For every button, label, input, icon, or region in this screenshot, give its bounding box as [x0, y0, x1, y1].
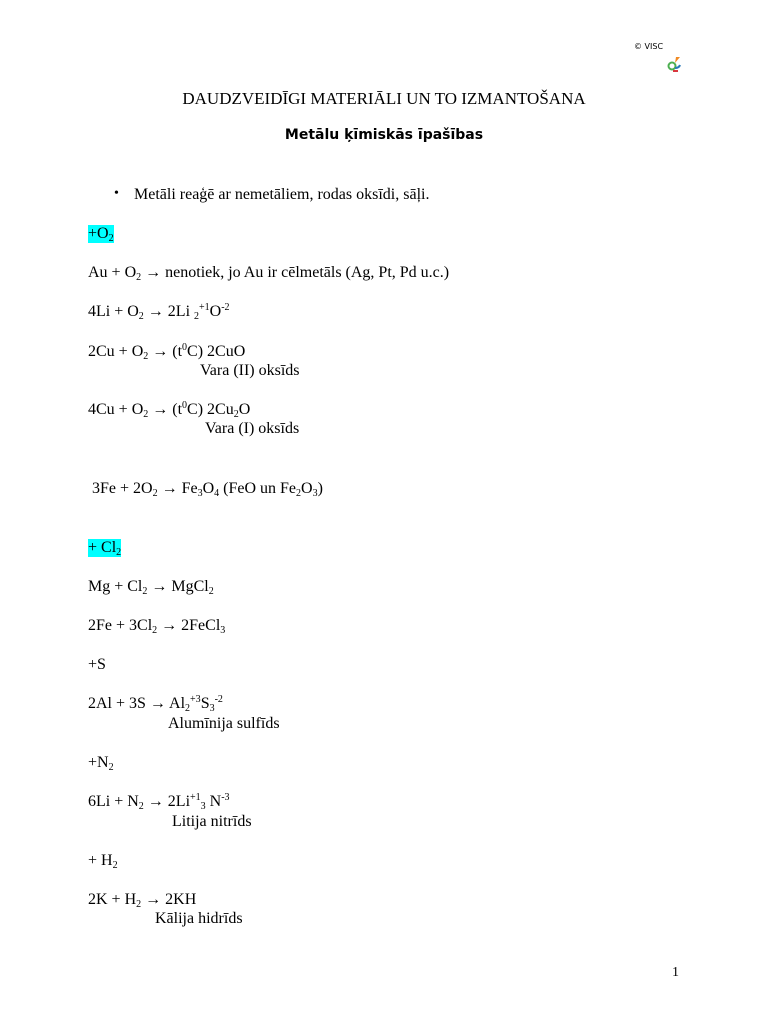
reaction-li-o2: $4Li + O_2 \to 2Li$ $_2^{+1}O^{-2}$: [88, 302, 230, 322]
reaction-cu-o2-cu2o: $4Cu + O_2 \to (t^0C)$ $2Cu_2O$: [88, 400, 251, 420]
section-heading-n2: $+N_2$: [88, 754, 114, 773]
reaction-fe-cl2: $2Fe + 3Cl_2$ → 2FeCl$_3$: [88, 617, 226, 636]
page-subtitle: Metālu ķīmiskās īpašības: [284, 127, 484, 143]
bullet-text: Metāli reaģē ar nemetāliem, rodas oksīdi, sāļi.: [134, 186, 430, 203]
caption-vara-ii-oksids: Vara (II) oksīds: [200, 362, 300, 379]
section-heading-s: +S: [88, 656, 106, 673]
bullet-marker: •: [114, 186, 119, 201]
caption-litija-nitrids: Litija nitrīds: [172, 813, 252, 830]
reaction-al-s: $2Al + 3S \to Al_2^{+3}S_3^{-2}$: [88, 694, 223, 714]
copyright-notice: © VISC: [634, 42, 664, 51]
page-number: 1: [672, 965, 679, 980]
reaction-fe-o2: $3Fe + 2O_2 \to Fe_3O_4$ (FeO un $Fe_2O_3$): [92, 480, 323, 499]
caption-vara-i-oksids: Vara (I) oksīds: [205, 420, 300, 437]
caption-aluminija-sulfids: Alumīnija sulfīds: [168, 715, 280, 732]
visc-logo-icon: [667, 56, 683, 72]
reaction-cu-o2-cuo: $2Cu + O_2 \to (t^0C)$ 2CuO: [88, 342, 246, 362]
section-heading-o2: $+O_2$: [88, 225, 114, 244]
reaction-li-n2: $6Li + N_2 \to 2Li^{+1}_3$ $N^{-3}$: [88, 792, 230, 812]
caption-kalija-hidrids: Kālija hidrīds: [155, 910, 243, 927]
reaction-k-h2: $2K + H_2 \to 2KH$: [88, 891, 197, 910]
page-title: DAUDZVEIDĪGI MATERIĀLI UN TO IZMANTOŠANA: [182, 89, 586, 108]
reaction-au-o2: $Au + O_2$ → nenotiek, jo Au ir cēlmetāls (Ag, Pt, Pd u.c.): [88, 264, 450, 283]
reaction-mg-cl2: $Mg + Cl_2$ → MgCl$_2$: [88, 578, 214, 597]
section-heading-h2: + $H_2$: [88, 852, 118, 871]
section-heading-cl2: + $Cl_2$: [88, 539, 122, 558]
